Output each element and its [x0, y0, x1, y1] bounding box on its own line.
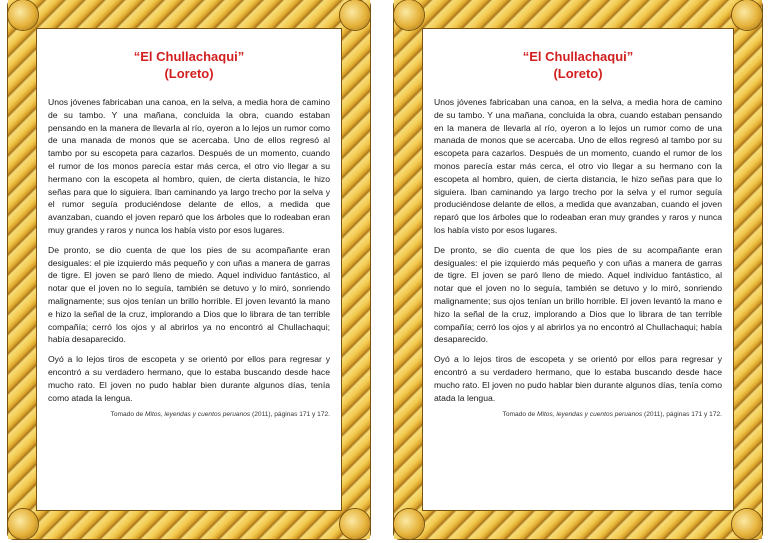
story-body	[48, 96, 330, 404]
citation-prefix: Tomado de	[110, 411, 145, 419]
rope-knot-decoration	[394, 509, 424, 539]
citation-pages: (2011), páginas 171 y 172.	[250, 411, 330, 419]
rope-knot-decoration	[732, 0, 762, 30]
rope-knot-decoration	[340, 509, 370, 539]
citation-book-title: Mitos, leyendas y cuentos peruanos	[537, 411, 643, 419]
story-card-right	[394, 0, 762, 539]
story-region: (Loreto)	[553, 66, 603, 81]
source-citation	[48, 411, 330, 418]
story-body	[434, 96, 722, 404]
citation-pages: (2011), páginas 171 y 172.	[642, 411, 722, 419]
rope-knot-decoration	[8, 0, 38, 30]
story-title: “El Chullachaqui”	[133, 49, 245, 64]
story-region: (Loreto)	[164, 66, 214, 81]
story-paragraph: De pronto, se dio cuenta de que los pies de su acompañante eran desiguales: el pie izquierdo más pequeño y con uñas a manera de garras de tigre. El joven se paró lleno de miedo. Aquel individuo fantástico, al notar que el joven no lo seguía, también se detuvo y lo miró, sonriendo malignamente; sus ojos tenían un brillo horrible. El joven levantó la mano e hizo la señal de la cruz, implorando a Dios que lo librara de tan terrible compañía; cerró los ojos y al abrirlos ya no encontró al Chullachaqui; había desaparecido.	[48, 244, 330, 345]
rope-knot-decoration	[340, 0, 370, 30]
story-title: “El Chullachaqui”	[522, 49, 634, 64]
rope-knot-decoration	[8, 509, 38, 539]
story-card-left	[8, 0, 370, 539]
story-paragraph: Unos jóvenes fabricaban una canoa, en la selva, a media hora de camino de su tambo. Y una mañana, concluida la obra, cuando estaban pensando en la manera de llevarla al río, oyeron a lo lejos un rumor como de una manada de monos que se acercaba. Uno de ellos regresó al tambo por su escopeta para cazarlos. Después de un momento, cuando el rumor de los monos parecía estar más cerca, el otro vio llegar a su hermano con la escopeta al hombro, quien, de cierta distancia, le hizo señas para que lo siguiera. Iban caminando ya largo trecho por la selva y el rumor seguía produciéndose delante de ellos, a medida que avanzaban, cuando el joven reparó que los árboles que lo rodeaban eran muy grandes y raros y nunca los había visto por esos lugares.	[48, 97, 330, 235]
rope-knot-decoration	[732, 509, 762, 539]
story-content	[434, 40, 722, 499]
story-paragraph: Unos jóvenes fabricaban una canoa, en la selva, a media hora de camino de su tambo. Y una mañana, concluida la obra, cuando estaban pensando en la manera de llevarla al río, oyeron a lo lejos un rumor como de una manada de monos que se acercaba. Uno de ellos regresó al tambo por su escopeta para cazarlos. Después de un momento, cuando el rumor de los monos parecía estar más cerca, el otro vio llegar a su hermano con la escopeta al hombro, quien, de cierta distancia, le hizo señas para que lo siguiera. Iban caminando ya largo trecho por la selva y el rumor seguía produciéndose delante de ellos, a medida que avanzaban, cuando el joven reparó que los árboles que lo rodeaban eran muy grandes y raros y nunca los había visto por esos lugares.	[434, 97, 722, 235]
story-content	[48, 40, 330, 499]
story-paragraph: Oyó a lo lejos tiros de escopeta y se orientó por ellos para regresar y encontró a su verdadero hermano, que lo estaba buscando desde hace mucho rato. El joven no pudo hablar bien durante algunos días, tenía como atada la lengua.	[434, 354, 722, 403]
rope-knot-decoration	[394, 0, 424, 30]
source-citation	[434, 411, 722, 418]
story-paragraph: Oyó a lo lejos tiros de escopeta y se orientó por ellos para regresar y encontró a su verdadero hermano, que lo estaba buscando desde hace mucho rato. El joven no pudo hablar bien durante algunos días, tenía como atada la lengua.	[48, 354, 330, 403]
story-paragraph: De pronto, se dio cuenta de que los pies de su acompañante eran desiguales: el pie izquierdo más pequeño y con uñas a manera de garras de tigre. El joven se paró lleno de miedo. Aquel individuo fantástico, al notar que el joven no lo seguía, también se detuvo y lo miró, sonriendo malignamente; sus ojos tenían un brillo horrible. El joven levantó la mano e hizo la señal de la cruz, implorando a Dios que lo librara de tan terrible compañía; cerró los ojos y al abrirlos ya no encontró al Chullachaqui; había desaparecido.	[434, 244, 722, 345]
citation-book-title: Mitos, leyendas y cuentos peruanos	[145, 411, 251, 419]
citation-prefix: Tomado de	[502, 411, 537, 419]
